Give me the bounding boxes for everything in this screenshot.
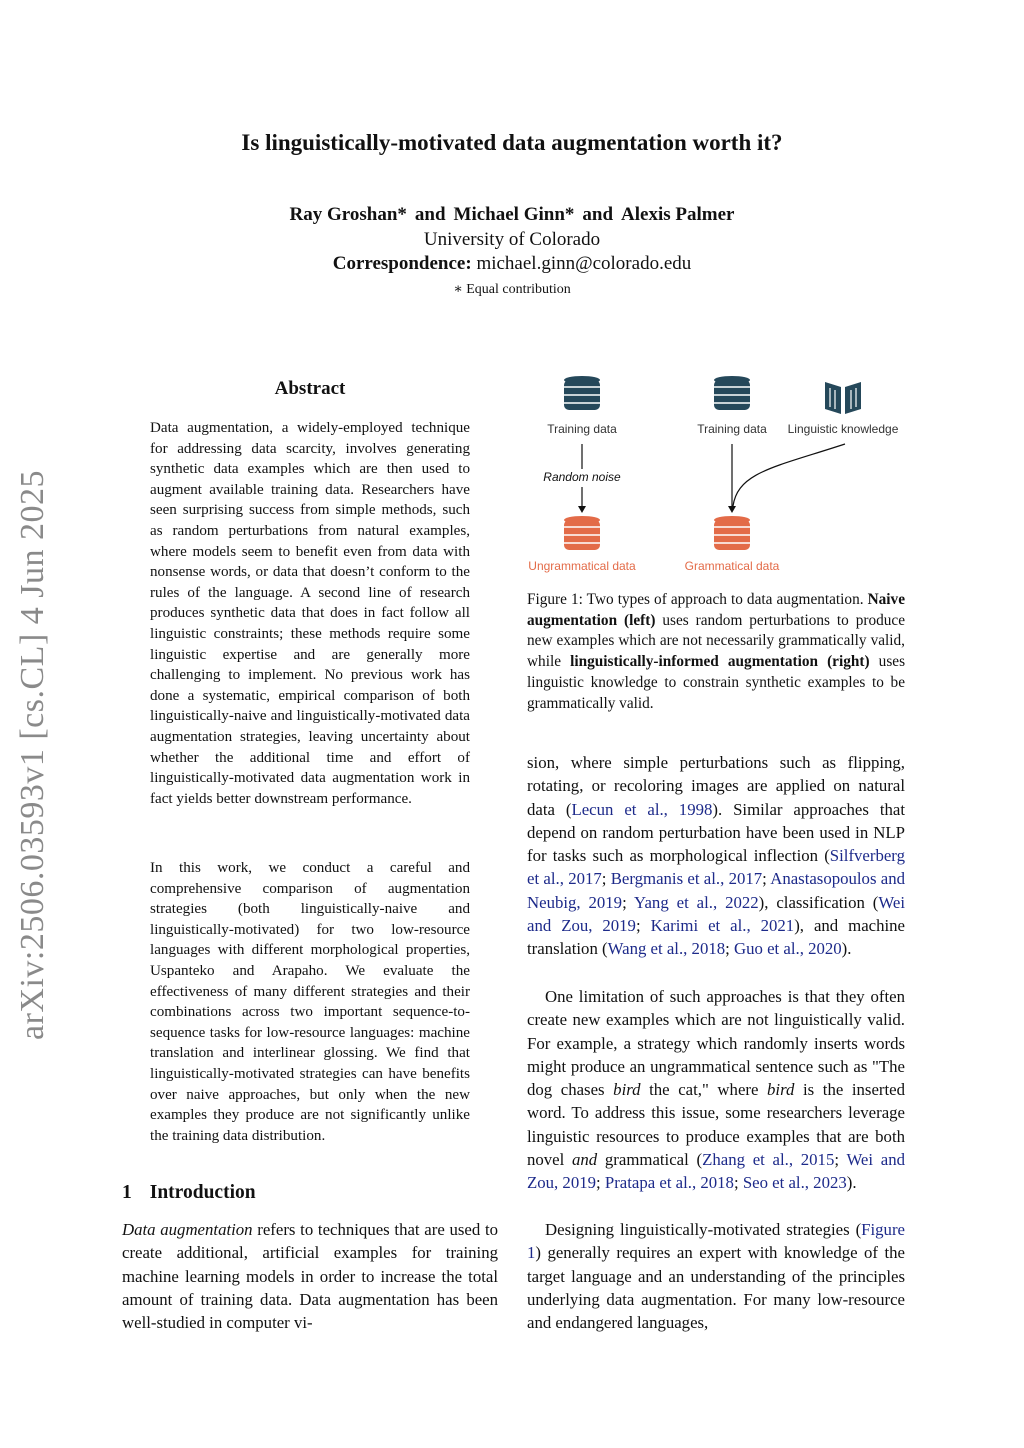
database-icon xyxy=(564,376,600,410)
paper-title: Is linguistically-motivated data augmentation worth it? xyxy=(241,130,783,155)
body-text: ) generally requires an expert with knowledge of the target language and an understanding of the principles underlying data augmentation. For many low-resource and endangered languages, xyxy=(527,1243,905,1333)
citation-link[interactable]: Wang et al., 2018 xyxy=(607,939,726,959)
author-name: Michael Ginn* xyxy=(453,204,575,225)
correspondence-email[interactable]: michael.ginn@colorado.edu xyxy=(476,253,692,274)
body-text: is the inserted word. To address this issue, some researchers leverage linguistic resources to produce examples that are both novel xyxy=(527,1080,906,1170)
citation-link[interactable]: Wei and Zou, 2019 xyxy=(527,1150,905,1193)
section-heading xyxy=(122,1182,256,1204)
arrow xyxy=(733,444,845,506)
abstract-heading: Abstract xyxy=(274,378,346,399)
author-name: Ray Groshan* xyxy=(289,204,407,225)
body-text: ), and machine translation ( xyxy=(527,916,905,959)
citation-link[interactable]: Yang et al., 2022 xyxy=(634,892,759,912)
author-list xyxy=(0,204,1024,226)
citation-link[interactable]: Lecun et al., 1998 xyxy=(571,799,713,819)
citation-link[interactable]: Wei and Zou, 2019 xyxy=(527,892,905,936)
citation-link[interactable]: Seo et al., 2023 xyxy=(742,1173,847,1193)
database-icon xyxy=(564,516,600,550)
correspondence xyxy=(0,253,1024,275)
section-title: Introduction xyxy=(149,1182,256,1203)
figure-1 xyxy=(520,372,910,584)
figure-label: Random noise xyxy=(543,470,621,484)
citation-link[interactable]: Pratapa et al., 2018 xyxy=(604,1173,734,1193)
figure-label: Training data xyxy=(697,422,767,436)
emphasis: bird xyxy=(613,1080,641,1100)
figure-label: Linguistic knowledge xyxy=(787,422,899,436)
affiliation: University of Colorado xyxy=(423,229,601,250)
figure-label: Grammatical data xyxy=(684,559,780,573)
body-paragraph: One limitation of such approaches is that they often create new examples which are not linguistically valid. For example, a strategy which randomly inserts words might produce an ungrammatical sentence such as "The dog chases bird the cat," where bird is the inserted word. To address this issue, some researchers leverage linguistic resources to produce examples that are both novel and grammatical (Zhang et al., 2015; Wei and Zou, 2019; Pratapa et al., 2018; Seo et al., 2023). xyxy=(527,987,906,1193)
caption-bold: Naive augmentation (left) xyxy=(527,591,905,629)
citation-link[interactable]: Anastasopoulos and Neubig, 2019 xyxy=(527,869,905,912)
abstract-paragraph: In this work, we conduct a careful and comprehensive comparison of augmentation strategies (both linguistically-naive and linguistically-motivated) for two low-resource languages with different morphological properties, Uspanteko and Arapaho. We evaluate the effectiveness of many different strategies and their combinations across two important sequence-to-sequence tasks for low-resource languages: machine translation and interlinear glossing. We find that linguistically-motivated strategies can have benefits over naive approaches, but only when the new examples they produce are not significantly unlike the training data distribution. xyxy=(150,860,470,1144)
intro-paragraph xyxy=(122,1218,498,1334)
correspondence-label: Correspondence: xyxy=(332,253,472,274)
database-icon xyxy=(714,376,750,410)
figure-reference-link[interactable]: Figure 1 xyxy=(527,1220,905,1263)
caption-text: uses random perturbations to produce new examples which are not necessarily grammatically valid, while xyxy=(527,611,906,671)
citation-link[interactable]: Karimi et al., 2021 xyxy=(650,916,795,936)
body-text: ), classification ( xyxy=(758,892,879,912)
body-paragraph: sion, where simple perturbations such as flipping, rotating, or recoloring images are applied on natural data (Lecun et al., 1998). Similar approaches that depend on random perturbation have been used in NLP for tasks such as morphological inflection (Silfverberg et al., 2017; Bergmanis et al., 2017; Anastasopoulos and Neubig, 2019; Yang et al., 2022), classification (Wei and Zou, 2019; Karimi et al., 2021), and machine translation (Wang et al., 2018; Guo et al., 2020). xyxy=(527,753,905,959)
body-text: the cat," where xyxy=(640,1080,768,1100)
body-text: sion, where simple perturbations such as flipping, rotating, or recoloring images are applied on natural data ( xyxy=(527,753,905,819)
emphasis: and xyxy=(572,1150,598,1170)
section-number: 1 xyxy=(122,1182,132,1203)
abstract-paragraph: Data augmentation, a widely-employed technique for addressing data scarcity, involves generating synthetic data examples which are then used to augment available training data. Researchers have seen surprising success from simple methods, such as random perturbations from natural examples, where models seem to benefit even from data with nonsense words, or data that doesn’t conform to the rules of the language. A second line of research produces synthetic data that does in fact follow all linguistic constraints; these methods require some linguistic expertise and are generally more challenging to implement. No previous work has done a systematic, empirical comparison of both linguistically-naive and linguistically-motivated data augmentation strategies, leaving uncertainty about whether the additional time and effort of linguistically-motivated data augmentation work in fact yields better downstream performance. xyxy=(150,420,470,807)
author-name: Alexis Palmer xyxy=(621,204,735,225)
arxiv-identifier: arXiv:2506.03593v1 [cs.CL] 4 Jun 2025 xyxy=(14,469,51,1040)
citation-link[interactable]: Zhang et al., 2015 xyxy=(702,1150,835,1170)
database-icon xyxy=(714,516,750,550)
arrow-head xyxy=(728,506,736,513)
body-text: Designing linguistically-motivated strategies ( xyxy=(545,1220,862,1239)
author-separator: and xyxy=(414,204,446,225)
figure-label: Training data xyxy=(547,422,617,436)
body-text: grammatical ( xyxy=(597,1150,703,1170)
arrow-head xyxy=(578,506,586,513)
figure-caption xyxy=(527,590,905,714)
citation-link[interactable]: Bergmanis et al., 2017 xyxy=(610,869,763,889)
equal-contribution-note: ∗ Equal contribution xyxy=(453,282,571,297)
book-icon xyxy=(825,382,861,414)
caption-text: uses linguistic knowledge to constrain synthetic examples to be grammatically valid. xyxy=(527,653,906,712)
body-text: ). Similar approaches that depend on random perturbation have been used in NLP for tasks such as morphological inflection ( xyxy=(527,799,905,866)
body-paragraph xyxy=(527,1218,905,1334)
author-separator: and xyxy=(582,204,614,225)
citation-link[interactable]: Silfverberg et al., 2017 xyxy=(527,846,905,889)
emphasis: bird xyxy=(767,1080,795,1100)
caption-text: Figure 1: Two types of approach to data augmentation. xyxy=(527,591,868,608)
figure-label: Ungrammatical data xyxy=(528,559,636,573)
citation-link[interactable]: Guo et al., 2020 xyxy=(733,939,842,959)
body-text: One limitation of such approaches is that they often create new examples which are not linguistically valid. For example, a strategy which randomly inserts words might produce an ungrammatical sentence such as "The dog chases xyxy=(527,987,905,1100)
caption-bold: linguistically-informed augmentation (right) xyxy=(570,653,870,671)
intro-text: refers to techniques that are used to create additional, artificial examples for training machine learning models in order to increase the total amount of training data. Data augmentation has been well-studied in computer vi- xyxy=(122,1220,498,1333)
term: Data augmentation xyxy=(122,1220,253,1239)
